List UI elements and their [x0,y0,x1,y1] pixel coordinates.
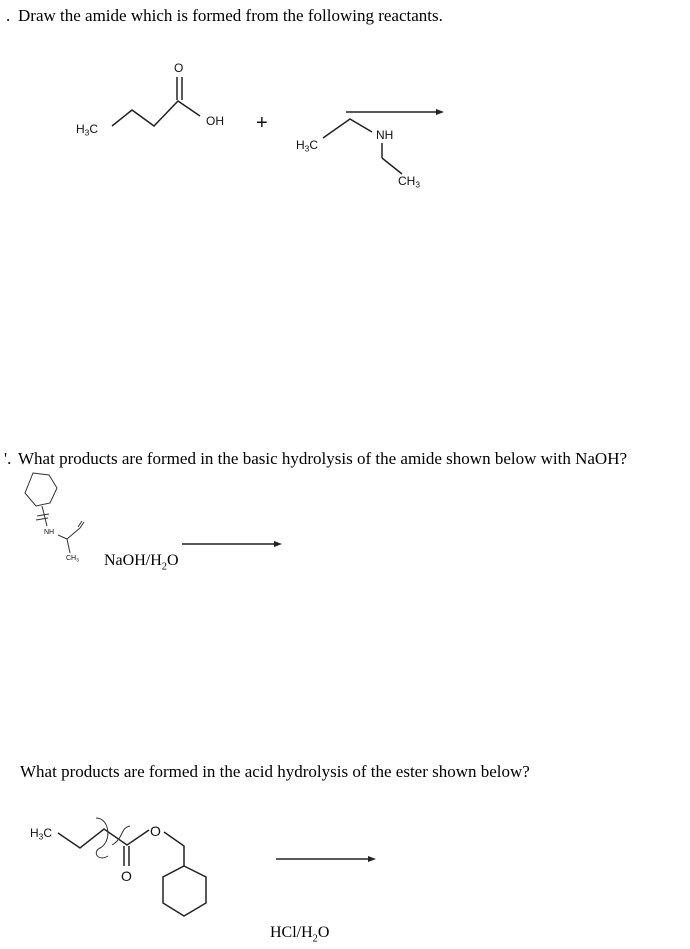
question-2-prefix: '. [4,449,12,468]
naoh-reagent [104,552,179,573]
amine-n-methyl-label: $CH_3$ [398,174,421,190]
question-1-text: Draw the amide which is formed from the following reactants. [18,6,443,25]
amine-nh-label: NH [376,128,394,142]
question-1-prefix: . [6,6,11,25]
question-2-text: What products are formed in the basic hydrolysis of the amide shown below with NaOH? [18,449,628,468]
propanoic-acid-structure [112,77,200,126]
naoh-reagent-sub: 2 [161,561,167,573]
reaction-arrow-2 [182,541,282,547]
reaction-arrow-1 [346,109,444,115]
amide-nh-label: NH [44,529,55,536]
ester-carbonyl-o-label: O [121,868,132,884]
acid-carbonyl-o-label: O [174,61,184,75]
hcl-reagent-end: O [317,924,330,941]
hcl-reagent-sub: 2 [312,933,318,945]
reaction-arrow-3 [276,856,376,862]
ester-structure [58,818,206,916]
acid-ch3-label: $H_3C$ [76,122,99,138]
amine-ch3-label: $H_3C$ [296,138,319,154]
plus-sign: + [256,112,268,134]
question-3-text: What products are formed in the acid hydrolysis of the ester shown below? [20,762,530,781]
naoh-reagent-end: O [166,552,179,569]
cyclohexyl-acetamide-structure [25,473,84,553]
ester-o-label: O [150,823,161,839]
amide-ch3-label: $CH_3$ [66,555,79,564]
acid-oh-label: OH [206,114,224,128]
hcl-reagent [270,924,329,945]
naoh-reagent-main: NaOH/H [104,552,162,569]
hcl-reagent-main: HCl/H [270,924,313,941]
ester-ch3-label: $H_3C$ [30,826,53,842]
